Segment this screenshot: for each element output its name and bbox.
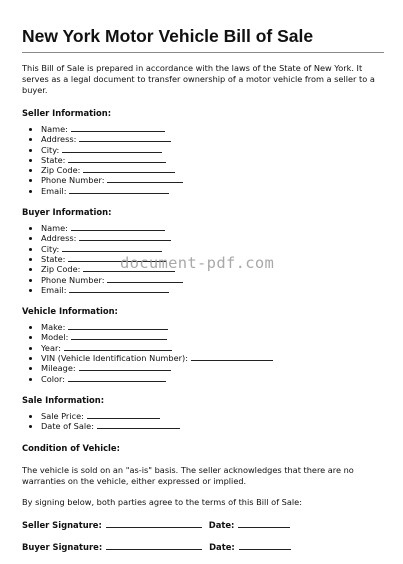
vehicle-model-line[interactable] — [71, 332, 167, 340]
buyer-date-line[interactable] — [239, 542, 291, 550]
condition-text: The vehicle is sold on an "as-is" basis. The seller acknowledges that there are no warranties on the vehicle, either expressed or implied. — [22, 464, 354, 486]
seller-email-field: • Email: — [41, 186, 384, 196]
sale-heading: Sale Information: — [22, 394, 105, 405]
seller-signature-label: Seller Signature: — [22, 519, 102, 530]
sale-price-field: • Sale Price: — [41, 411, 384, 421]
seller-zip-line[interactable] — [83, 165, 175, 173]
document-title: New York Motor Vehicle Bill of Sale — [22, 26, 314, 46]
vehicle-year-field: • Year: — [41, 343, 384, 353]
seller-phone-field: • Phone Number: — [41, 175, 384, 185]
seller-email-line[interactable] — [69, 186, 169, 194]
buyer-phone-field: • Phone Number: — [41, 275, 384, 285]
sale-date-field: • Date of Sale: — [41, 421, 384, 431]
watermark-text: document-pdf.com — [120, 254, 275, 272]
seller-city-field: • City: — [41, 145, 384, 155]
buyer-name-line[interactable] — [71, 223, 165, 231]
vehicle-vin-field: • VIN (Vehicle Identification Number): — [41, 353, 384, 363]
seller-fields — [22, 124, 384, 196]
bill-of-sale-document — [22, 26, 384, 564]
agreement-text: By signing below, both parties agree to the terms of this Bill of Sale: — [22, 496, 302, 507]
vehicle-mileage-field: • Mileage: — [41, 363, 384, 373]
vehicle-make-field: • Make: — [41, 322, 384, 332]
buyer-email-field: • Email: — [41, 285, 384, 295]
vehicle-make-line[interactable] — [68, 322, 168, 330]
buyer-signature-label: Buyer Signature: — [22, 541, 103, 552]
seller-city-line[interactable] — [62, 145, 162, 153]
seller-name-line[interactable] — [71, 124, 165, 132]
vehicle-mileage-line[interactable] — [79, 363, 171, 371]
sale-fields — [22, 411, 384, 432]
seller-heading: Seller Information: — [22, 108, 112, 118]
buyer-phone-line[interactable] — [107, 275, 183, 283]
buyer-state-field: • State: — [41, 254, 384, 264]
buyer-city-field: • City: — [41, 244, 384, 254]
buyer-address-line[interactable] — [79, 233, 171, 241]
buyer-city-line[interactable] — [62, 244, 162, 252]
sale-price-line[interactable] — [87, 411, 160, 419]
buyer-address-field: • Address: — [41, 233, 384, 243]
vehicle-color-field: • Color: — [41, 374, 384, 384]
buyer-date-label: Date: — [209, 541, 235, 552]
sale-date-line[interactable] — [97, 421, 180, 429]
condition-heading: Condition of Vehicle: — [22, 442, 120, 453]
seller-zip-field: • Zip Code: — [41, 165, 384, 175]
seller-state-field: • State: — [41, 155, 384, 165]
title-divider — [22, 52, 384, 53]
seller-phone-line[interactable] — [107, 175, 183, 183]
seller-date-label: Date: — [208, 519, 235, 530]
buyer-zip-field: • Zip Code: — [41, 264, 384, 274]
vehicle-heading: Vehicle Information: — [22, 306, 118, 317]
vehicle-color-line[interactable] — [68, 374, 166, 382]
buyer-signature-line[interactable] — [106, 542, 202, 550]
vehicle-year-line[interactable] — [64, 343, 172, 351]
seller-state-line[interactable] — [68, 155, 166, 163]
buyer-heading: Buyer Information: — [22, 207, 112, 218]
seller-address-line[interactable] — [79, 134, 171, 142]
vehicle-vin-line[interactable] — [191, 353, 273, 361]
seller-address-field: • Address: — [41, 134, 384, 144]
vehicle-model-field: • Model: — [41, 332, 384, 342]
buyer-email-line[interactable] — [69, 285, 169, 293]
seller-signature-row — [22, 520, 384, 531]
buyer-signature-row — [22, 542, 384, 553]
seller-name-field: • Name: — [41, 124, 384, 134]
buyer-name-field: • Name: — [41, 223, 384, 233]
vehicle-fields — [22, 322, 384, 384]
intro-paragraph: This Bill of Sale is prepared in accordance with the laws of the State of New York. It serves as a legal document to transfer ownership of a motor vehicle from a seller to a buyer. — [22, 63, 375, 95]
